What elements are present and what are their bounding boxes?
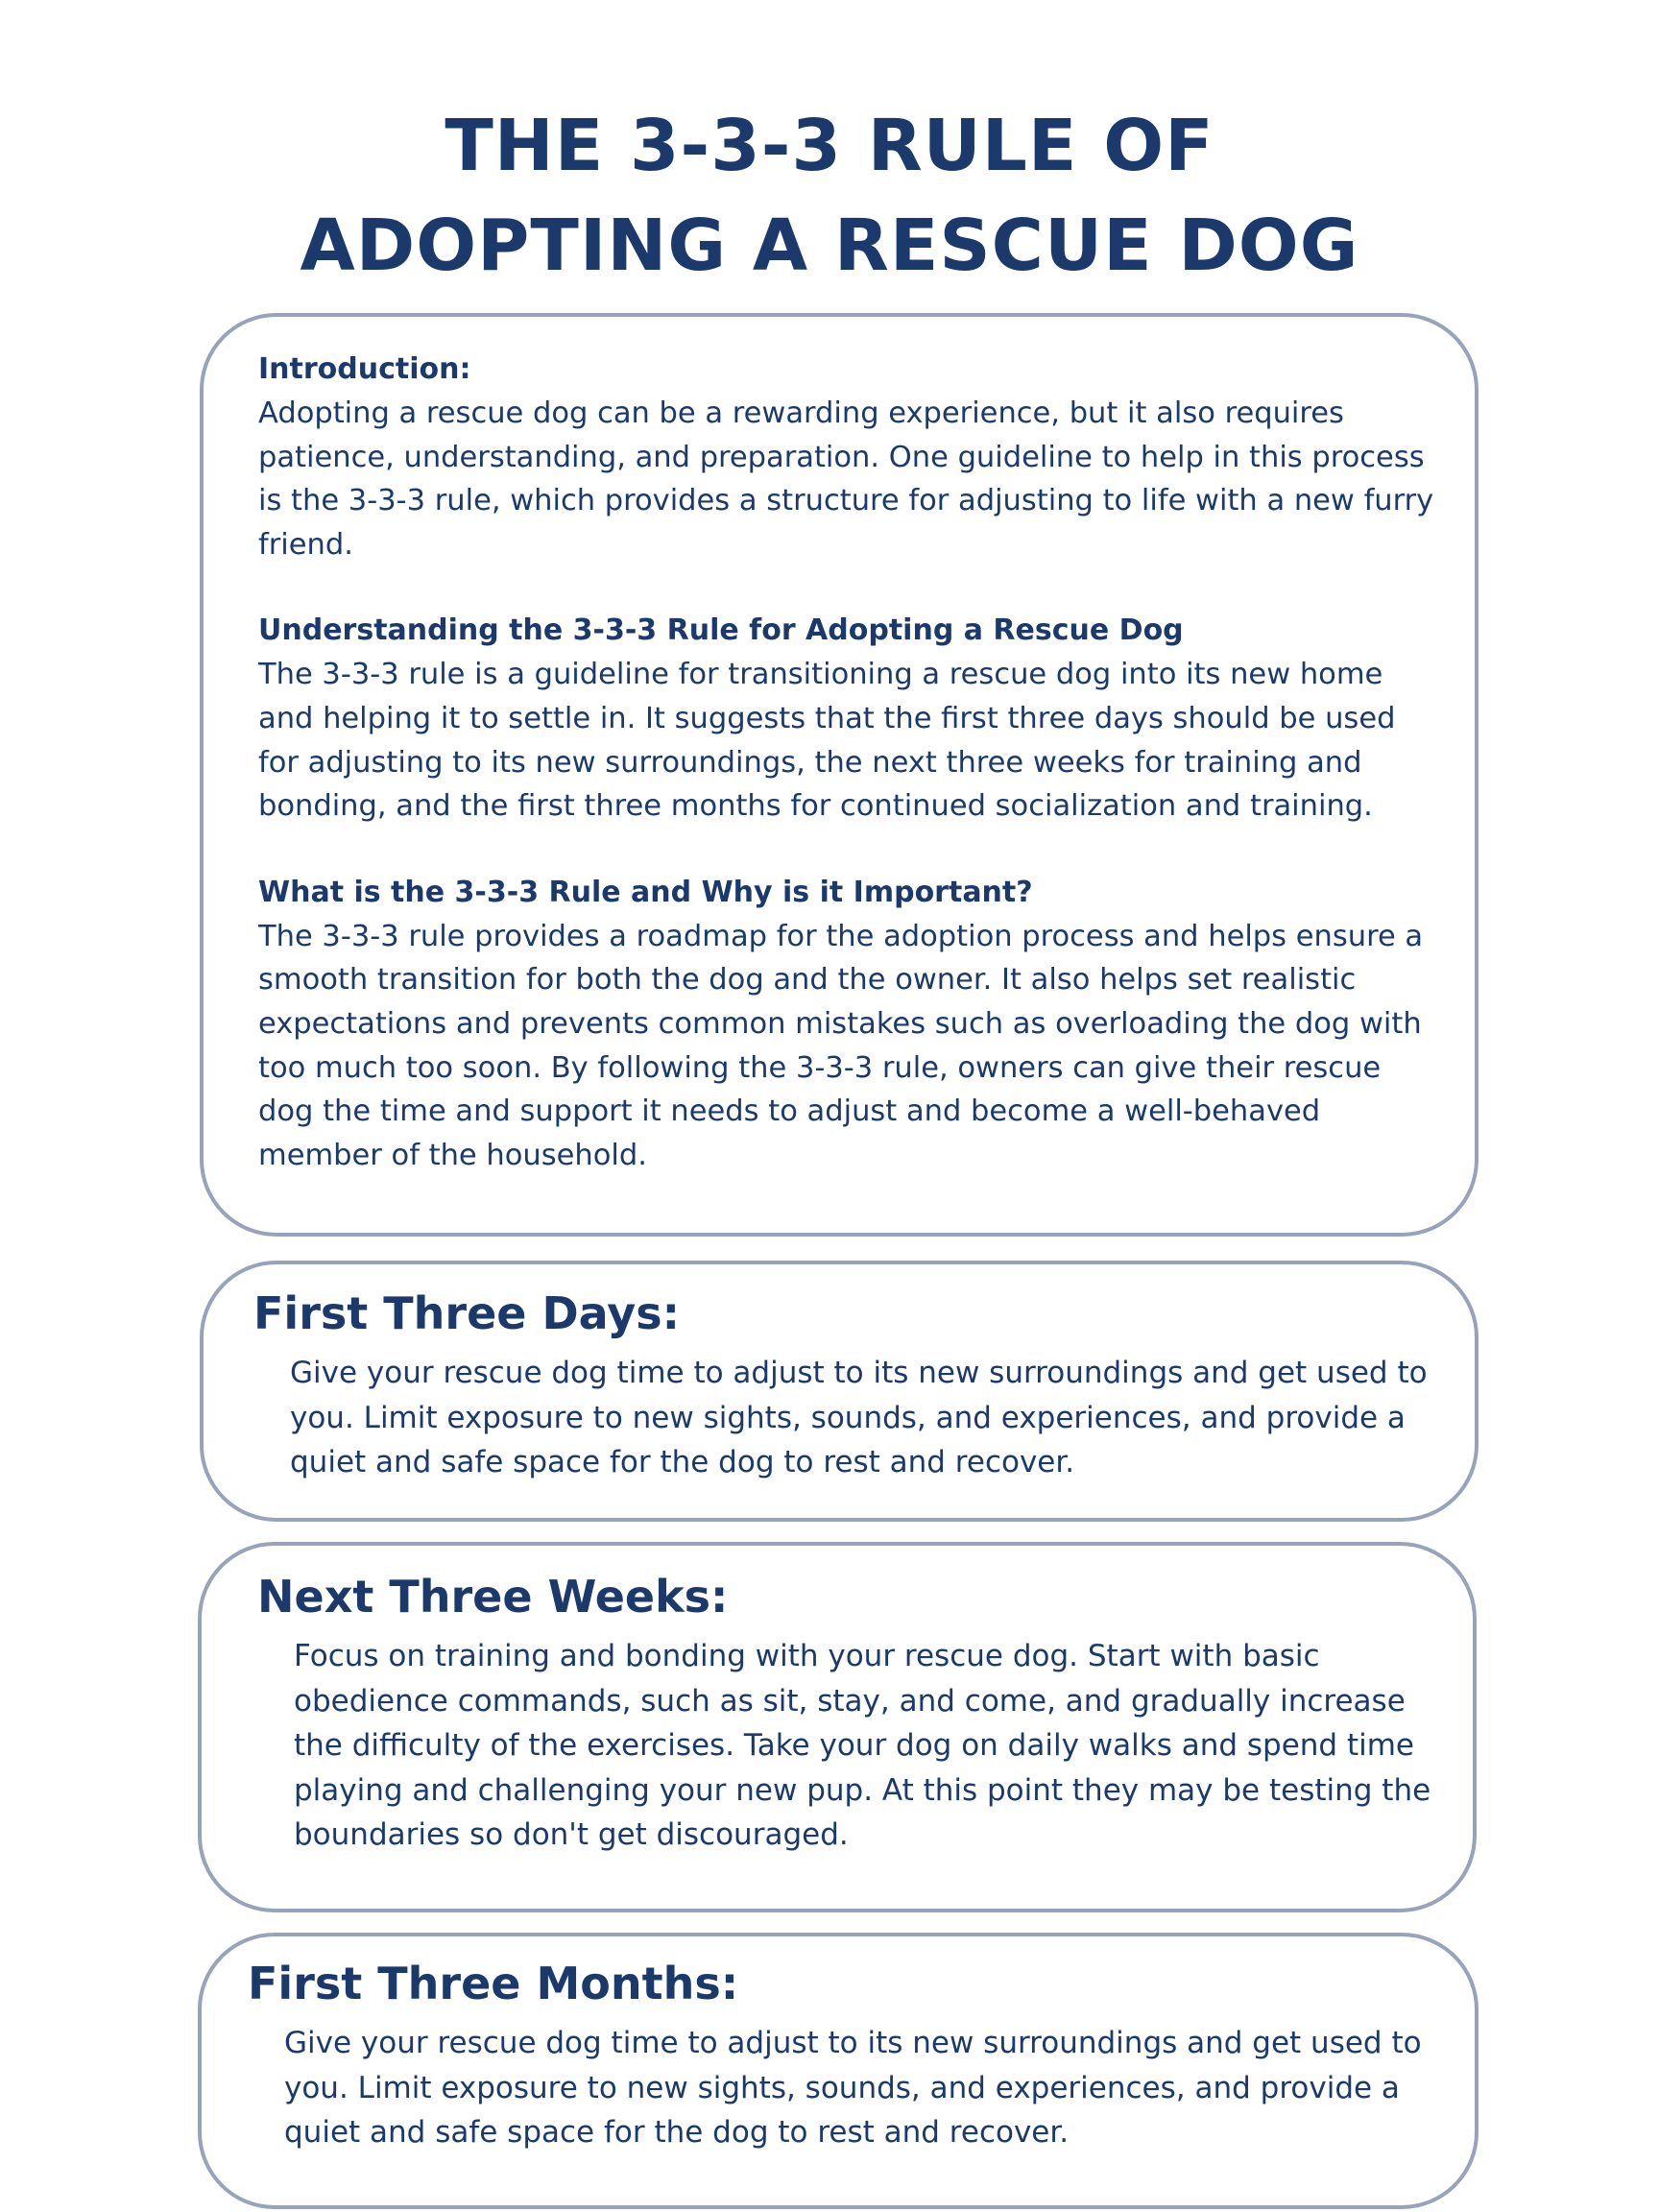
introduction-body: Adopting a rescue dog can be a rewarding experience, but it also requires patience, understanding, and preparation. One guideline to help in this process is the 3-3-3 rule, which provides a structure for adjusting to life with a new furry friend.	[258, 397, 1434, 562]
importance-heading: What is the 3-3-3 Rule and Why is it Important?	[258, 875, 1033, 909]
first-three-days-body: Give your rescue dog time to adjust to its new surroundings and get used to you. Limit exposure to new sights, sounds, and experiences, and provide a quiet and safe space for the dog to rest and recover.	[290, 1356, 1428, 1479]
understanding-heading: Understanding the 3-3-3 Rule for Adopting a Rescue Dog	[258, 613, 1184, 648]
first-three-months-box	[198, 1933, 1479, 2209]
page-title	[0, 96, 1659, 296]
importance-body: The 3-3-3 rule provides a roadmap for the adoption process and helps ensure a smooth transition for both the dog and the owner. It also helps set realistic expectations and prevents common mistakes such as overloading the dog with too much too soon. By following the 3-3-3 rule, owners can give their rescue dog the time and support it needs to adjust and become a well-behaved member of the household.	[258, 919, 1424, 1172]
intro-box	[200, 313, 1479, 1237]
introduction-heading: Introduction:	[258, 352, 471, 386]
next-three-weeks-heading: Next Three Weeks:	[257, 1571, 729, 1623]
next-three-weeks-box	[198, 1542, 1477, 1912]
page-title-line-1: THE 3-3-3 RULE OF	[445, 105, 1214, 187]
first-three-months-body: Give your rescue dog time to adjust to its new surroundings and get used to you. Limit exposure to new sights, sounds, and experiences, and provide a quiet and safe space for the dog to rest and recover.	[284, 2026, 1422, 2150]
page-title-line-2: ADOPTING A RESCUE DOG	[300, 204, 1359, 287]
first-three-days-box	[200, 1261, 1479, 1522]
understanding-body: The 3-3-3 rule is a guideline for transitioning a rescue dog into its new home and helping it to settle in. It suggests that the first three days should be used for adjusting to its new surroundings, the next three weeks for training and bonding, and the first three months for continued socialization and training.	[258, 658, 1396, 824]
next-three-weeks-body: Focus on training and bonding with your rescue dog. Start with basic obedience commands, such as sit, stay, and come, and gradually increase the difficulty of the exercises. Take your dog on daily walks and spend time playing and challenging your new pup. At this point they may be testing the boundaries so don't get discouraged.	[294, 1639, 1431, 1852]
first-three-days-heading: First Three Days:	[253, 1287, 681, 1339]
first-three-months-heading: First Three Months:	[248, 1958, 739, 2009]
